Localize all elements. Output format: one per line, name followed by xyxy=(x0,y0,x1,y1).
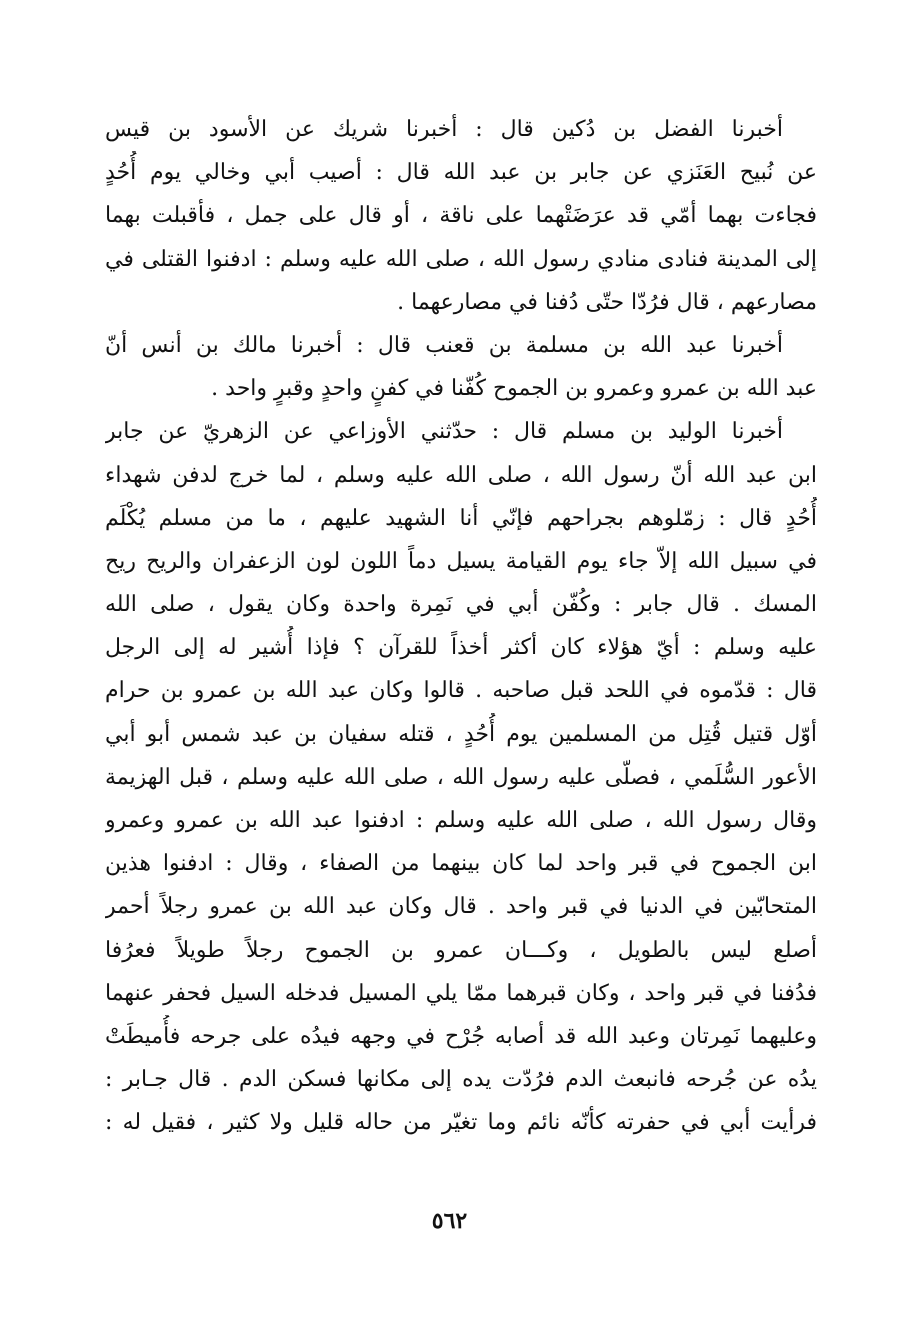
text-line: أخبرنا الفضل بن دُكين قال : أخبرنا شريك عن الأسود بن قيس xyxy=(105,117,783,142)
text-line: الأعور السُّلَمي ، فصلّى عليه رسول الله ، صلى الله عليه وسلم ، قبل الهزيمة xyxy=(105,764,817,790)
text-line: فدُفنا في قبر واحد ، وكان قبرهما ممّا يلي المسيل فدخله السيل فحفر عنهما xyxy=(105,980,817,1006)
text-line: فرأيت أبي في حفرته كأنّه نائم وما تغيّر من حاله قليل ولا كثير ، فقيل له : xyxy=(105,1110,817,1136)
text-line: عبد الله بن عمرو وعمرو بن الجموح كُفّنا في كفنٍ واحدٍ وقبرٍ واحد . xyxy=(211,376,817,402)
text-line: عن نُبيح العَنَزي عن جابر بن عبد الله قال : أصيب أبي وخالي يوم أُحُدٍ xyxy=(105,160,817,186)
text-line: المتحابّين في الدنيا في قبر واحد . قال وكان عبد الله بن عمرو رجلاً أحمر xyxy=(105,894,817,920)
text-line: وقال رسول الله ، صلى الله عليه وسلم : ادفنوا عبد الله بن عمرو وعمرو xyxy=(105,808,817,833)
text-line: أصلع ليس بالطويل ، وكـــان عمرو بن الجموح رجلاً طويلاً فعرُفا xyxy=(105,937,817,963)
text-line: قال : قدّموه في اللحد قبل صاحبه . قالوا وكان عبد الله بن عمرو بن حرام xyxy=(105,678,817,704)
text-line: فجاءت بهما أمّي قد عرَضَتْهما على ناقة ، أو قال على جمل ، فأقبلت بهما xyxy=(105,203,817,229)
text-line: مصارعهم ، قال فرُدّا حتّى دُفنا في مصارعهما . xyxy=(397,289,817,315)
text-line: المسك . قال جابر : وكُفّن أبي في نَمِرة واحدة وكان يقول ، صلى الله xyxy=(105,592,817,618)
page-number: ٥٦٢ xyxy=(431,1208,468,1234)
text-line: ابن عبد الله أنّ رسول الله ، صلى الله عليه وسلم ، لما خرج لدفن شهداء xyxy=(105,462,817,488)
text-line: إلى المدينة فنادى منادي رسول الله ، صلى الله عليه وسلم : ادفنوا القتلى في xyxy=(105,246,817,272)
text-line: ابن الجموح في قبر واحد لما كان بينهما من الصفاء ، وقال : ادفنوا هذين xyxy=(105,851,817,877)
text-line: يدُه عن جُرحه فانبعث الدم فرُدّت يده إلى مكانها فسكن الدم . قال جـابر : xyxy=(105,1067,817,1093)
text-line: عليه وسلم : أيّ هؤلاء كان أكثر أخذاً للقرآن ؟ فإذا أُشير له إلى الرجل xyxy=(105,635,817,661)
text-line: أوّل قتيل قُتِل من المسلمين يوم أُحُدٍ ، قتله سفيان بن عبد شمس أبو أبي xyxy=(105,721,817,747)
text-line: أخبرنا عبد الله بن مسلمة بن قعنب قال : أخبرنا مالك بن أنس أنّ xyxy=(105,332,783,358)
text-line: أُحُدٍ قال : زمّلوهم بجراحهم فإنّي أنا الشهيد عليهم ، ما من مسلم يُكْلَم xyxy=(105,505,817,531)
text-line: وعليهما نَمِرتان وعبد الله قد أصابه جُرْح في وجهه فيدُه على جرحه فأُميطَتْ xyxy=(105,1023,817,1049)
text-line: أخبرنا الوليد بن مسلم قال : حدّثني الأوزاعي عن الزهريّ عن جابر xyxy=(105,419,783,445)
arabic-text-body xyxy=(105,108,817,1145)
text-line: في سبيل الله إلاّ جاء يوم القيامة يسيل دماً اللون لون الزعفران والريح ريح xyxy=(105,548,817,574)
